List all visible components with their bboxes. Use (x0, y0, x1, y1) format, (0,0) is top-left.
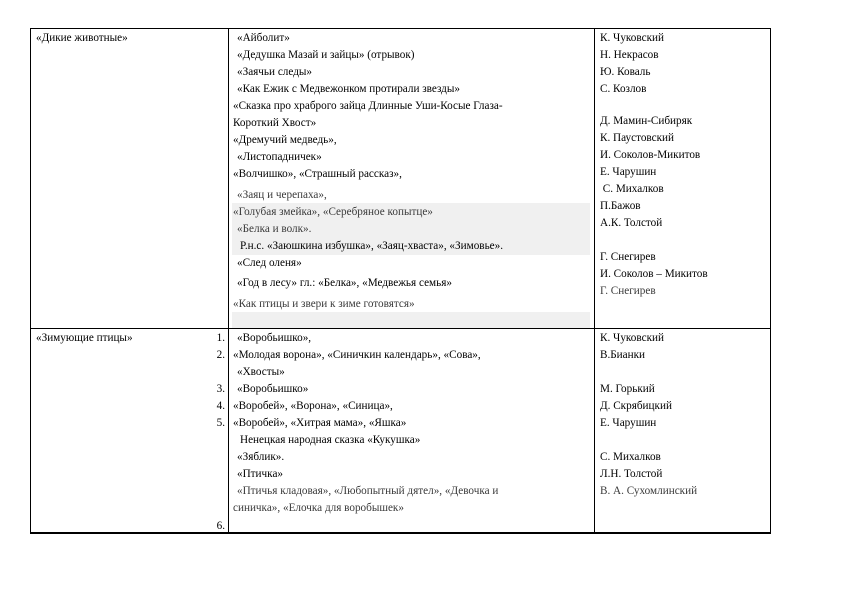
work-title: «Белка и волк». (237, 223, 312, 235)
work-title: «Волчишко», «Страшный рассказ», (233, 168, 402, 180)
author-name: К. Чуковский (600, 332, 664, 344)
author-name: Е. Чарушин (600, 166, 657, 178)
author-name: С. Козлов (600, 83, 647, 95)
table-border-top (30, 28, 771, 29)
work-title: «Воробей», «Хитрая мама», «Яшка» (233, 417, 407, 429)
author-name: Г. Снегирев (600, 251, 656, 263)
work-title: «Молодая ворона», «Синичкин календарь», «Сова», (233, 349, 481, 361)
author-name: К. Чуковский (600, 32, 664, 44)
list-number: 6. (216, 520, 225, 532)
table-column-divider-2 (594, 28, 595, 534)
work-title: «Листопадничек» (237, 151, 322, 163)
table-border-right (770, 28, 771, 534)
author-name: Н. Некрасов (600, 49, 659, 61)
work-title: «Айболит» (237, 32, 290, 44)
list-number: 3. (216, 383, 225, 395)
author-name: Е. Чарушин (600, 417, 657, 429)
author-name: Ю. Коваль (600, 66, 651, 78)
author-name: С. Михалков (600, 451, 661, 463)
author-name: М. Горький (600, 383, 655, 395)
work-title: «Год в лесу» гл.: «Белка», «Медвежья семья» (237, 277, 452, 289)
author-name: И. Соколов – Микитов (600, 268, 708, 280)
author-name: Д. Скрябицкий (600, 400, 672, 412)
author-name: А.К. Толстой (600, 217, 663, 229)
author-name: П.Бажов (600, 200, 641, 212)
work-title: «Как птицы и звери к зиме готовятся» (233, 298, 415, 310)
author-name: Г. Снегирев (600, 285, 656, 297)
author-name: Л.Н. Толстой (600, 468, 663, 480)
work-title: «Птичья кладовая», «Любопытный дятел», «Девочка и (237, 485, 499, 497)
work-title: «Зяблик». (237, 451, 285, 463)
category-wintering-birds: «Зимующие птицы» (36, 332, 133, 344)
work-title: «Дремучий медведь», (233, 134, 337, 146)
work-title: «Хвосты» (237, 366, 285, 378)
author-name: В. А. Сухомлинский (600, 485, 698, 497)
work-title: «Воробьишко», (237, 332, 312, 344)
work-title: «След оленя» (237, 257, 302, 269)
work-title: «Заячьи следы» (237, 66, 312, 78)
shaded-fragment (232, 312, 590, 328)
list-number: 1. (216, 332, 225, 344)
work-title: Ненецкая народная сказка «Кукушка» (240, 434, 421, 446)
work-title: Р.н.с. «Заюшкина избушка», «Заяц-хваста», «Зимовье». (240, 240, 504, 252)
table-row-divider (30, 328, 771, 329)
work-title: «Как Ежик с Медвежонком протирали звезды» (237, 83, 460, 95)
work-title: «Воробьишко» (237, 383, 309, 395)
work-title: «Голубая змейка», «Серебряное копытце» (233, 206, 433, 218)
author-name: К. Паустовский (600, 132, 675, 144)
author-name: С. Михалков (600, 183, 664, 195)
category-wild-animals: «Дикие животные» (36, 32, 128, 44)
list-number: 4. (216, 400, 225, 412)
author-name: Д. Мамин-Сибиряк (600, 115, 693, 127)
table-column-divider-1 (228, 28, 229, 534)
table-border-left (30, 28, 31, 534)
table-border-bottom (30, 532, 771, 534)
list-number: 5. (216, 417, 225, 429)
work-title: «Заяц и черепаха», (237, 189, 327, 201)
work-title: «Птичка» (237, 468, 284, 480)
author-name: И. Соколов-Микитов (600, 149, 701, 161)
work-title: синичка», «Елочка для воробышек» (233, 502, 404, 514)
work-title: Короткий Хвост» (233, 117, 317, 129)
list-number: 2. (216, 349, 225, 361)
work-title: «Сказка про храброго зайца Длинные Уши-Косые Глаза- (233, 100, 503, 112)
author-name: В.Бианки (600, 349, 646, 361)
work-title: «Воробей», «Ворона», «Синица», (233, 400, 393, 412)
work-title: «Дедушка Мазай и зайцы» (отрывок) (237, 49, 415, 61)
